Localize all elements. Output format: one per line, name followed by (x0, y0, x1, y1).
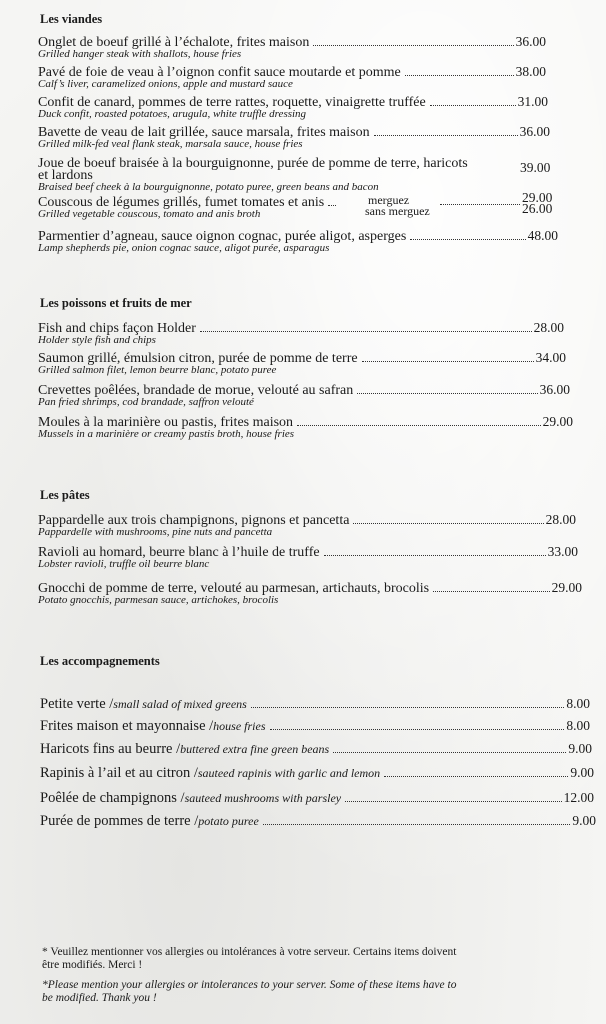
leader-dots (353, 523, 543, 524)
side-item (40, 741, 592, 758)
item-price: 8.00 (566, 718, 590, 733)
leader-dots (251, 707, 565, 708)
item-name: Bavette de veau de lait grillée, sauce marsala, frites maison (38, 125, 370, 140)
item-price: 9.00 (570, 765, 594, 780)
side-item (40, 790, 594, 807)
item-price: 48.00 (527, 228, 558, 243)
menu-item (38, 350, 566, 377)
allergy-note-fr: * Veuillez mentionner vos allergies ou intolérances à votre serveur. Certains items doivent être modifiés. Merci ! (42, 946, 457, 972)
leader-dots (357, 393, 537, 394)
item-price: 28.00 (545, 512, 576, 527)
leader-dots (384, 776, 568, 777)
item-translation: small salad of mixed greens (113, 697, 247, 711)
section-title-viandes: Les viandes (40, 12, 103, 26)
item-name: Rapinis à l’ail et au citron / (40, 765, 198, 781)
item-price: 28.00 (533, 320, 564, 335)
item-price: 36.00 (515, 34, 546, 49)
menu-item (38, 34, 560, 61)
leader-dots (433, 591, 550, 592)
item-translation: Pappardelle with mushrooms, pine nuts and pancetta (38, 526, 273, 538)
item-price: 29.00 (551, 580, 582, 595)
item-name: Gnocchi de pomme de terre, velouté au parmesan, artichauts, brocolis (38, 581, 430, 596)
item-translation: potato puree (198, 814, 259, 828)
item-name-cont: et lardons (38, 168, 93, 183)
item-translation: Grilled hanger steak with shallots, house fries (38, 48, 242, 60)
leader-dots (440, 204, 520, 205)
item-price: 12.00 (563, 790, 594, 805)
menu-item (38, 512, 576, 539)
item-name: Ravioli au homard, beurre blanc à l’huile de truffe (38, 545, 320, 560)
option-price: 26.00 (522, 201, 553, 216)
leader-dots (410, 239, 525, 240)
item-price: 8.00 (566, 696, 590, 711)
item-name: Frites maison et mayonnaise / (40, 718, 214, 734)
menu-item (38, 64, 560, 91)
item-price: 29.00 (542, 414, 573, 429)
item-translation: Grilled salmon filet, lemon beurre blanc, potato puree (38, 364, 277, 376)
item-name: Pappardelle aux trois champignons, pignons et pancetta (38, 513, 350, 528)
item-translation: house fries (213, 719, 266, 733)
item-translation: sauteed rapinis with garlic and lemon (197, 766, 381, 780)
item-name: Couscous de légumes grillés, fumet tomates et anis (38, 195, 325, 210)
section-title-poissons: Les poissons et fruits de mer (40, 296, 192, 310)
menu-item (38, 228, 560, 255)
item-price: 36.00 (539, 382, 570, 397)
leader-dots (328, 205, 336, 206)
item-translation: Mussels in a marinière or creamy pastis broth, house fries (38, 428, 295, 440)
item-name: Haricots fins au beurre / (40, 741, 181, 757)
item-translation: buttered extra fine green beans (180, 742, 330, 756)
allergy-note-en: *Please mention your allergies or intolerances to your server. Some of these items have to be modified. Thank you ! (42, 979, 457, 1005)
leader-dots (200, 331, 532, 332)
item-name: Moules à la marinière ou pastis, frites maison (38, 415, 294, 430)
side-item (40, 765, 594, 782)
menu-item (38, 382, 570, 409)
item-price: 33.00 (547, 544, 578, 559)
item-price: 9.00 (572, 813, 596, 828)
item-translation: Lamp shepherds pie, onion cognac sauce, aligot purée, asparagus (38, 242, 330, 254)
leader-dots (324, 555, 546, 556)
item-translation: Calf’s liver, caramelized onions, apple and mustard sauce (38, 78, 293, 90)
leader-dots (263, 824, 571, 825)
option-label: sans merguez (365, 204, 430, 218)
menu-item (38, 320, 564, 347)
item-name: Poêlée de champignons / (40, 790, 185, 806)
item-translation: Potato gnocchis, parmesan sauce, artichokes, brocolis (38, 594, 279, 606)
item-name: Petite verte / (40, 696, 114, 712)
item-price: 31.00 (517, 94, 548, 109)
item-price: 39.00 (520, 160, 551, 175)
item-price: 9.00 (568, 741, 592, 756)
item-name: Confit de canard, pommes de terre rattes, roquette, vinaigrette truffée (38, 95, 426, 110)
item-name: Purée de pommes de terre / (40, 813, 199, 829)
menu-item (38, 156, 560, 194)
menu-item (38, 580, 582, 607)
item-name: Joue de boeuf braisée à la bourguignonne, purée de pomme de terre, haricots (38, 156, 468, 171)
side-item (40, 696, 590, 713)
item-price: 34.00 (535, 350, 566, 365)
side-item (40, 718, 590, 735)
option-label: merguez (368, 193, 410, 207)
item-translation: Braised beef cheek à la bourguignonne, potato puree, green beans and bacon (38, 181, 379, 193)
item-name: Crevettes poêlées, brandade de morue, velouté au safran (38, 383, 354, 398)
item-name: Onglet de boeuf grillé à l’échalote, frites maison (38, 35, 310, 50)
item-price: 38.00 (515, 64, 546, 79)
leader-dots (362, 361, 534, 362)
menu-item (38, 414, 573, 441)
leader-dots (313, 45, 513, 46)
option-price: 29.00 (522, 190, 553, 205)
item-translation: sauteed mushrooms with parsley (184, 791, 342, 805)
menu-item (38, 124, 560, 151)
item-name: Saumon grillé, émulsion citron, purée de pomme de terre (38, 351, 358, 366)
leader-dots (270, 729, 565, 730)
leader-dots (374, 135, 518, 136)
item-name: Pavé de foie de veau à l’oignon confit sauce moutarde et pomme (38, 65, 401, 80)
item-translation: Grilled vegetable couscous, tomato and anis broth (38, 208, 261, 220)
side-item (40, 813, 596, 830)
menu-item (38, 94, 560, 121)
item-name: Parmentier d’agneau, sauce oignon cognac, purée aligot, asperges (38, 229, 407, 244)
menu-item (38, 195, 560, 221)
item-translation: Pan fried shrimps, cod brandade, saffron velouté (38, 396, 254, 408)
item-translation: Duck confit, roasted potatoes, arugula, white truffle dressing (38, 108, 307, 120)
section-title-pates: Les pâtes (40, 488, 90, 502)
leader-dots (345, 801, 562, 802)
item-name: Fish and chips façon Holder (38, 321, 196, 336)
leader-dots (297, 425, 541, 426)
item-translation: Holder style fish and chips (38, 334, 156, 346)
section-title-accompagnements: Les accompagnements (40, 654, 160, 668)
leader-dots (405, 75, 514, 76)
item-price: 36.00 (519, 124, 550, 139)
item-translation: Grilled milk-fed veal flank steak, marsala sauce, house fries (38, 138, 303, 150)
leader-dots (430, 105, 516, 106)
leader-dots (333, 752, 566, 753)
menu-item (38, 544, 578, 571)
item-translation: Lobster ravioli, truffle oil beurre blanc (38, 558, 210, 570)
